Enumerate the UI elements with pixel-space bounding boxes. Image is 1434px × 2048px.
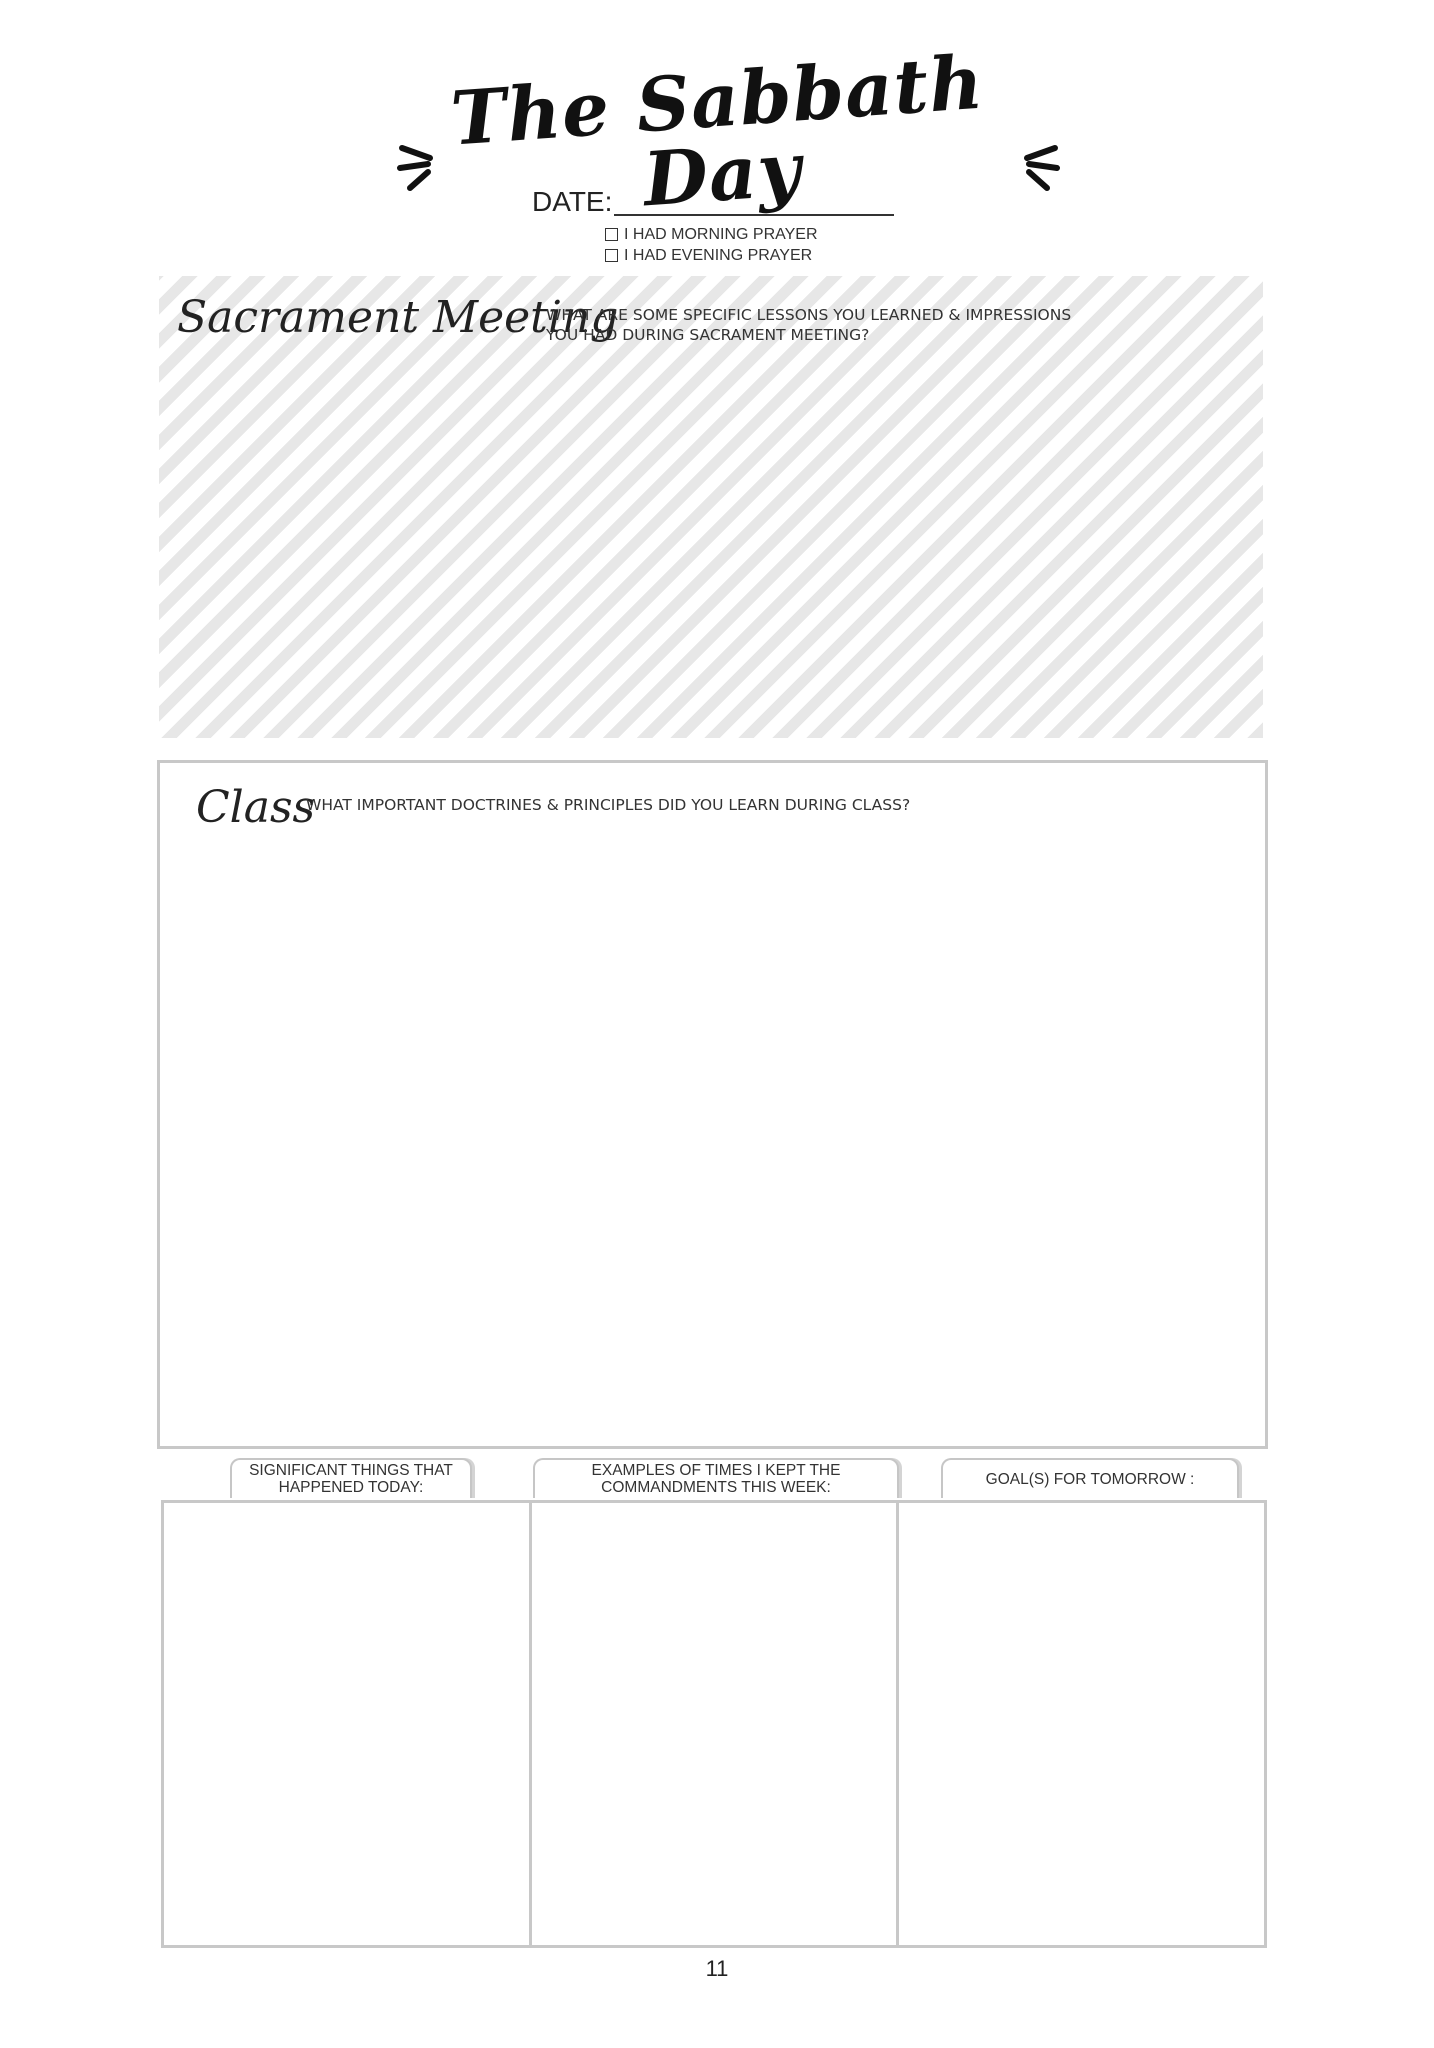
prayer-checklist: [605, 224, 818, 266]
column-tab-commandments: EXAMPLES OF TIMES I KEPT THE COMMANDMENTS THIS WEEK:: [533, 1458, 899, 1498]
checkbox[interactable]: [605, 228, 618, 241]
commandments-box[interactable]: [529, 1503, 897, 1945]
burst-right-icon: [995, 128, 1065, 198]
checkbox[interactable]: [605, 249, 618, 262]
page-title: The Sabbath Day: [448, 39, 987, 224]
date-label: DATE:: [532, 186, 613, 217]
date-input-line[interactable]: [614, 188, 894, 216]
check-label: I HAD EVENING PRAYER: [624, 246, 813, 264]
page-number: 11: [705, 1956, 729, 1981]
class-prompt: WHAT IMPORTANT DOCTRINES & PRINCIPLES DID YOU LEARN DURING CLASS?: [306, 796, 911, 814]
sacrament-prompt: WHAT ARE SOME SPECIFIC LESSONS YOU LEARNED & IMPRESSIONS YOU HAD DURING SACRAMENT MEETING?: [546, 306, 1072, 344]
goals-box[interactable]: [896, 1503, 1264, 1945]
sacrament-meeting-area[interactable]: [159, 276, 1263, 738]
column-tab-significant-things: SIGNIFICANT THINGS THAT HAPPENED TODAY:: [230, 1458, 472, 1498]
sacrament-heading: Sacrament Meeting: [177, 292, 619, 343]
class-notes-area[interactable]: [157, 760, 1268, 1449]
check-item-morning-prayer[interactable]: [605, 224, 818, 245]
column-tab-goals: GOAL(S) FOR TOMORROW :: [941, 1458, 1239, 1498]
class-heading: Class: [196, 782, 316, 833]
check-item-evening-prayer[interactable]: [605, 245, 818, 266]
check-label: I HAD MORNING PRAYER: [624, 225, 818, 243]
notes-columns: [161, 1500, 1267, 1948]
significant-things-box[interactable]: [164, 1503, 529, 1945]
date-field: [532, 176, 894, 216]
